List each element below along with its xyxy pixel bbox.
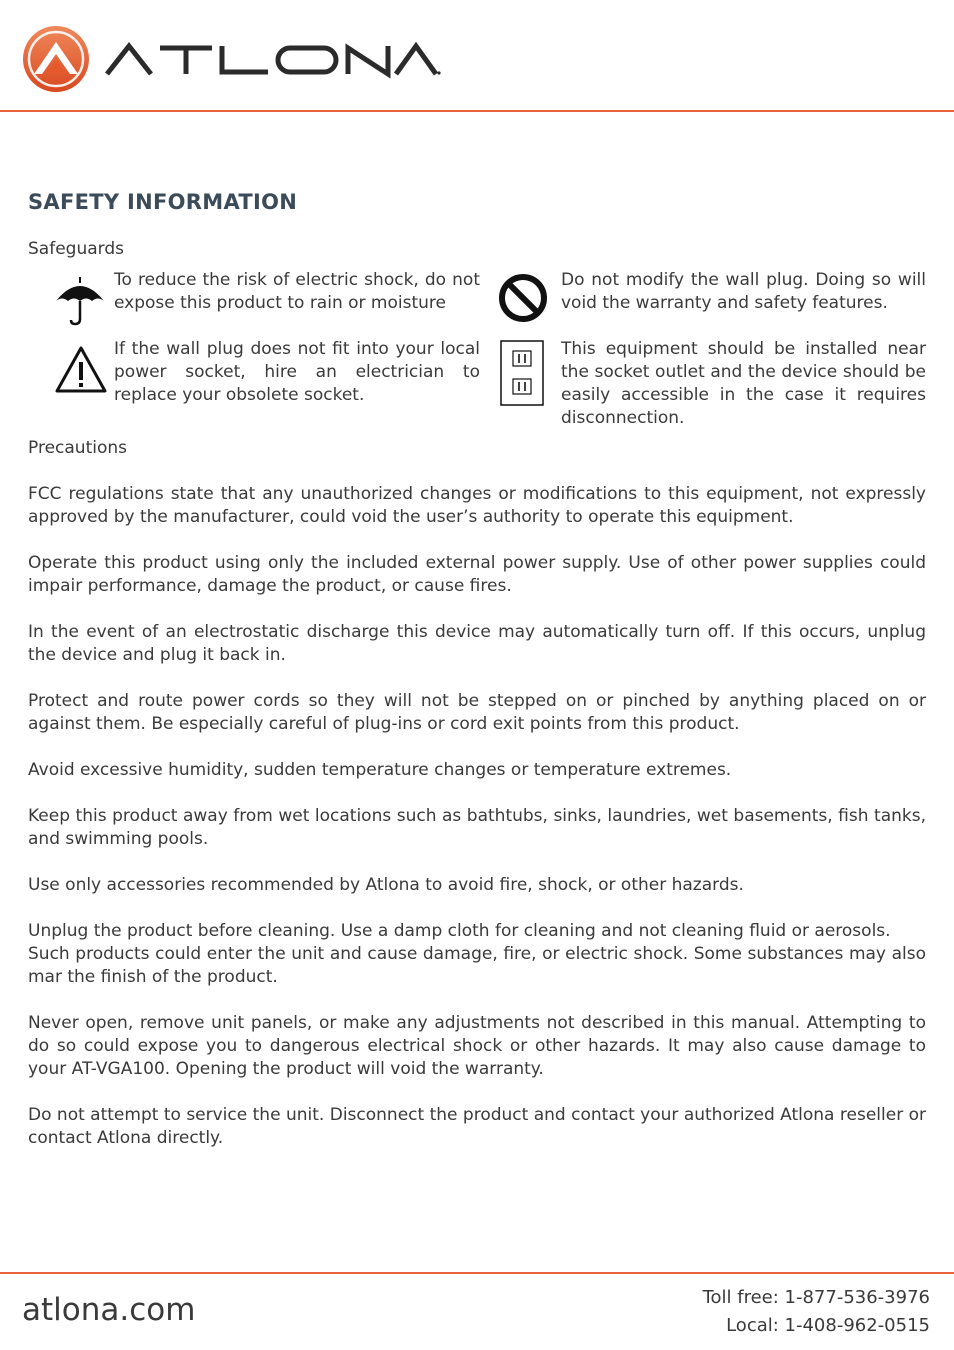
local-phone: Local: 1-408-962-0515 — [726, 1315, 930, 1336]
precaution-paragraph: Avoid excessive humidity, sudden temperature changes or temperature extremes. — [28, 760, 732, 780]
precaution-cleaning-line: Unplug the product before cleaning. Use a damp cloth for cleaning and not cleaning fluid or aerosols. — [28, 921, 891, 941]
main-content — [28, 186, 926, 1150]
footer-contact — [703, 1284, 930, 1340]
precaution-paragraph-cleaning — [28, 920, 926, 989]
precautions-heading: Precautions — [28, 438, 127, 458]
precaution-paragraph: Keep this product away from wet locations such as bathtubs, sinks, laundries, wet basements, fish tanks, and swimming pools. — [28, 806, 926, 849]
safeguards-heading: Safeguards — [28, 239, 124, 259]
safeguard-text-modify-plug: Do not modify the wall plug. Doing so will void the warranty and safety features. — [561, 270, 926, 313]
safeguard-text-install-near-outlet: This equipment should be installed near the socket outlet and the device should be easily accessible in the case it requires disconnection. — [561, 339, 926, 428]
footer-website[interactable]: atlona.com — [22, 1292, 196, 1328]
precaution-cleaning-line: Such products could enter the unit and cause damage, fire, or electric shock. Some substances may also mar the finish of the product. — [28, 944, 926, 987]
no-symbol-icon — [498, 273, 548, 323]
atlona-logo-icon — [22, 24, 442, 94]
atlona-logo — [22, 24, 442, 94]
page-title: SAFETY INFORMATION — [28, 190, 298, 214]
precaution-paragraph: Operate this product using only the included external power supply. Use of other power supplies could impair performance, damage the product, or cause fires. — [28, 553, 926, 596]
precaution-paragraph: In the event of an electrostatic discharge this device may automatically turn off. If this occurs, unplug the device and plug it back in. — [28, 622, 926, 665]
umbrella-icon — [54, 275, 106, 327]
precaution-paragraph: Do not attempt to service the unit. Disconnect the product and contact your authorized Atlona reseller or contact Atlona directly. — [28, 1105, 926, 1148]
precaution-paragraph: FCC regulations state that any unauthorized changes or modifications to this equipment, not expressly approved by the manufacturer, could void the user’s authority to operate this equipment. — [28, 484, 926, 527]
precaution-paragraph: Protect and route power cords so they will not be stepped on or pinched by anything placed on or against them. Be especially careful of plug-ins or cord exit points from this product. — [28, 691, 926, 734]
toll-free-phone: Toll free: 1-877-536-3976 — [702, 1287, 930, 1308]
wall-outlet-icon — [500, 340, 544, 406]
warning-triangle-icon — [54, 345, 108, 395]
safeguard-text-electrician: If the wall plug does not fit into your local power socket, hire an electrician to replace your obsolete socket. — [114, 339, 480, 405]
header-divider — [0, 110, 954, 112]
precaution-paragraph: Use only accessories recommended by Atlona to avoid fire, shock, or other hazards. — [28, 875, 744, 895]
footer-divider — [0, 1272, 954, 1274]
page-header — [0, 0, 954, 112]
precaution-paragraph: Never open, remove unit panels, or make any adjustments not described in this manual. Attempting to do so could expose you to dangerous electrical shock or other hazards. It may also cause damage to your AT-VGA100. Opening the product will void the warranty. — [28, 1013, 926, 1079]
safeguard-text-rain: To reduce the risk of electric shock, do not expose this product to rain or moisture — [114, 270, 480, 313]
safeguards-grid — [28, 269, 926, 437]
